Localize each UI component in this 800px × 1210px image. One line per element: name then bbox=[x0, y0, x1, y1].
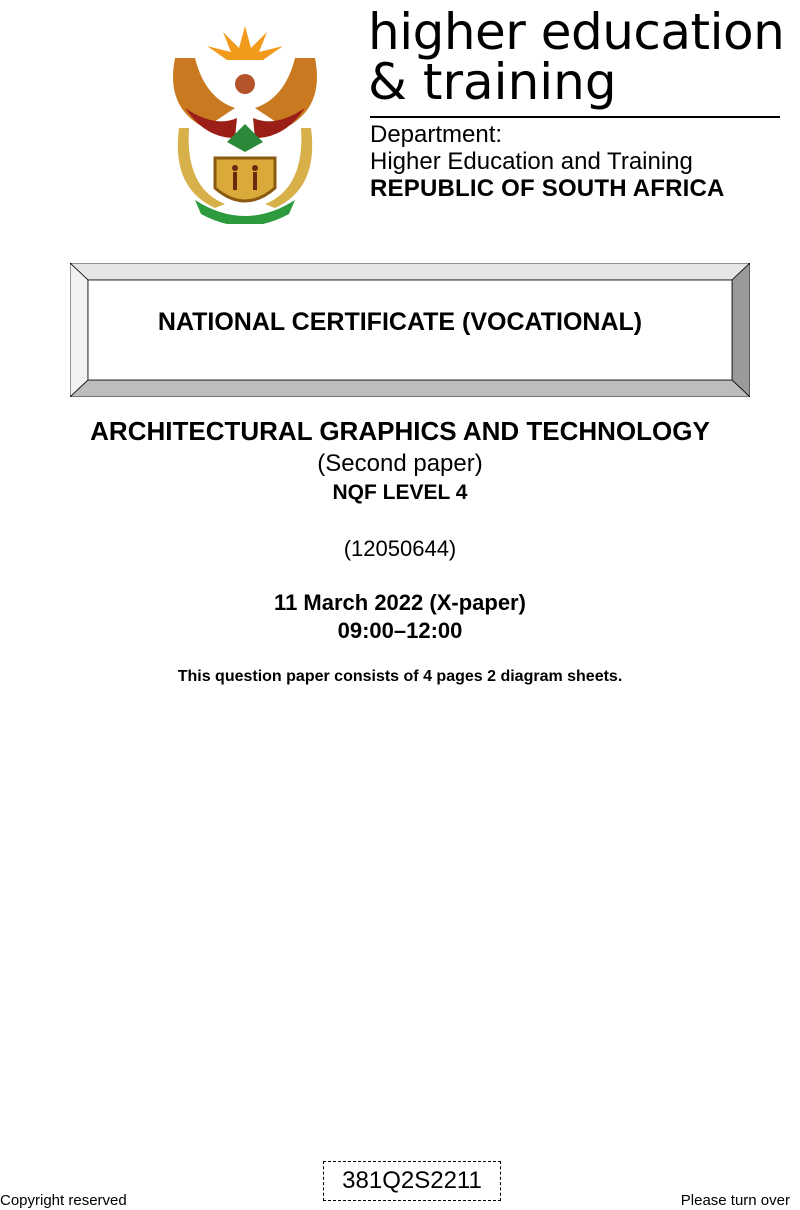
coat-of-arms-logo bbox=[165, 18, 325, 224]
brand-line-1: higher education bbox=[368, 3, 785, 61]
brand-line-2: & training bbox=[368, 53, 617, 111]
paper-label: (Second paper) bbox=[317, 450, 483, 477]
nqf-level: NQF LEVEL 4 bbox=[332, 481, 468, 504]
turn-over-text: Please turn over bbox=[680, 1192, 790, 1209]
country-name: REPUBLIC OF SOUTH AFRICA bbox=[370, 175, 725, 202]
department-label: Department: bbox=[370, 121, 503, 148]
subject-title: ARCHITECTURAL GRAPHICS AND TECHNOLOGY bbox=[90, 416, 710, 446]
header-divider bbox=[370, 116, 780, 118]
copyright-text: Copyright reserved bbox=[0, 1192, 127, 1209]
page-count-note: This question paper consists of 4 pages 2 diagram sheets. bbox=[177, 668, 623, 685]
certificate-title: NATIONAL CERTIFICATE (VOCATIONAL) bbox=[157, 308, 643, 336]
paper-code-box: 381Q2S2211 bbox=[323, 1161, 501, 1201]
department-name: Higher Education and Training bbox=[370, 148, 693, 175]
subject-code: (12050644) bbox=[343, 536, 457, 561]
exam-time: 09:00–12:00 bbox=[337, 618, 463, 643]
exam-date: 11 March 2022 (X-paper) bbox=[274, 590, 526, 615]
